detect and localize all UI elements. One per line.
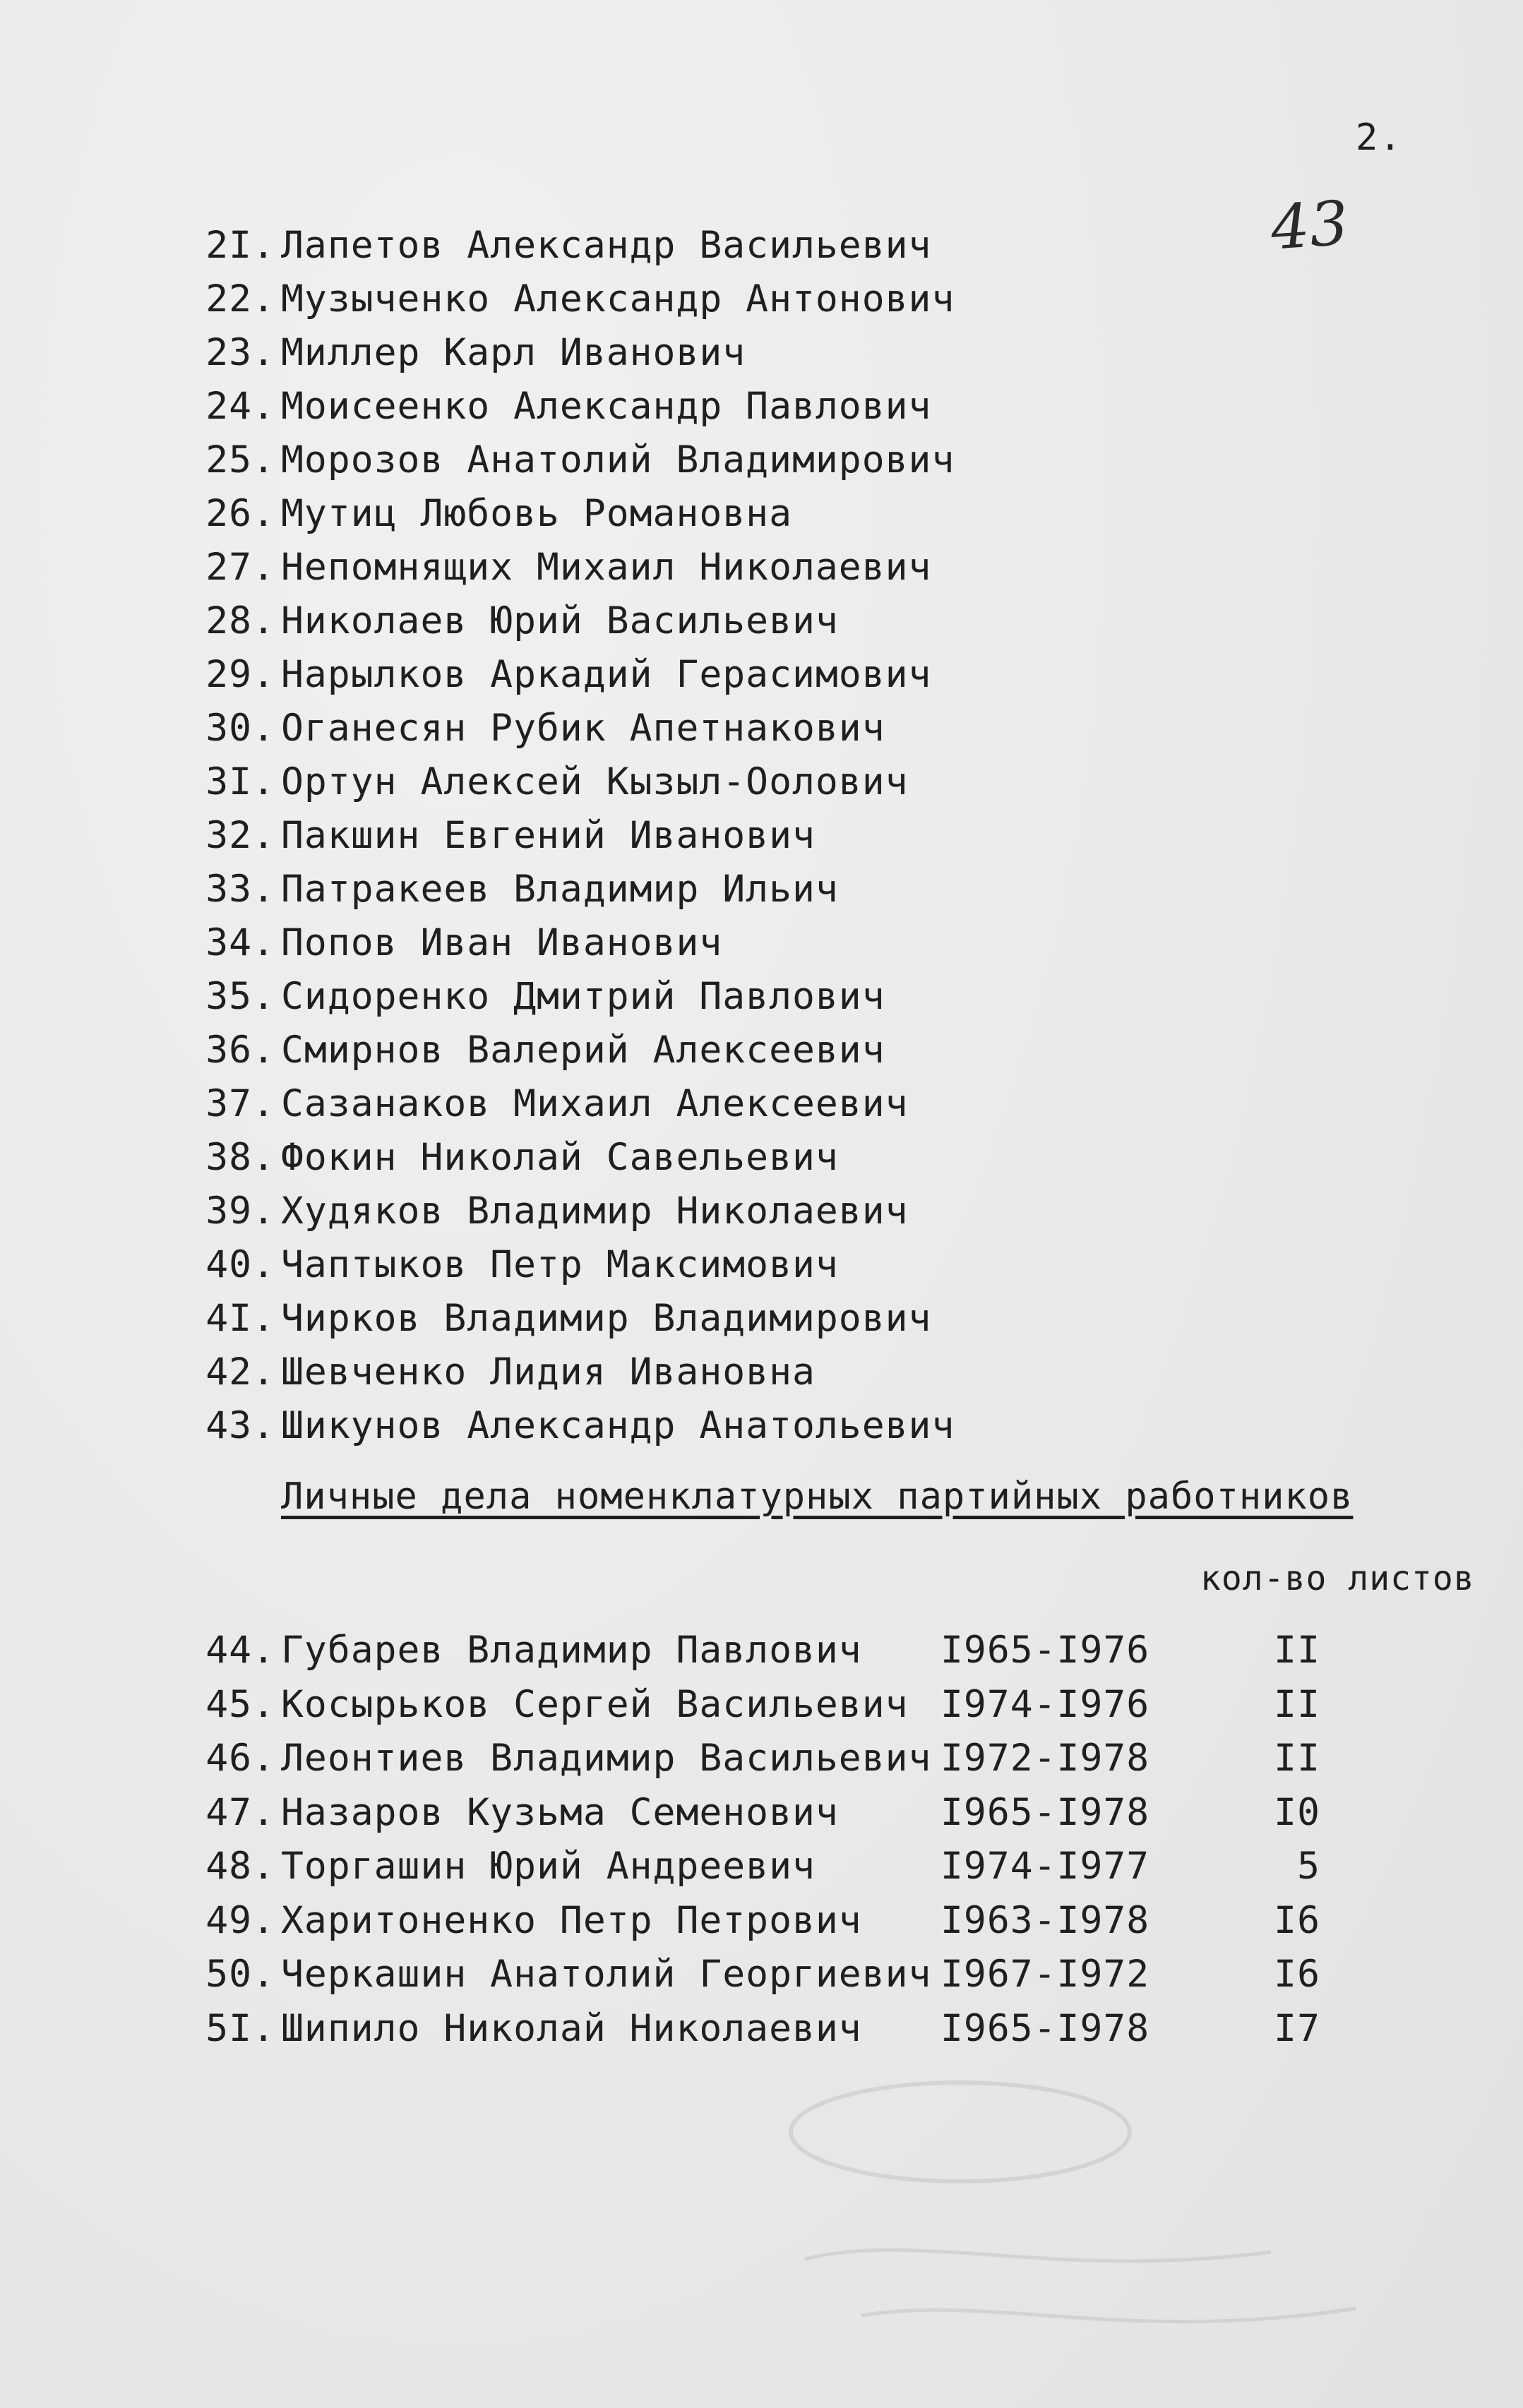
item-number: 36. — [205, 1029, 275, 1072]
faded-signature-stamp — [777, 2047, 1412, 2386]
years-range: I965-I978 — [940, 1790, 1150, 1834]
person-name: Лапетов Александр Васильевич — [281, 224, 932, 267]
item-number: 26. — [205, 492, 275, 535]
person-name: Шикунов Александр Анатольевич — [281, 1404, 955, 1447]
person-name: Ортун Алексей Кызыл-Оолович — [281, 760, 909, 803]
item-number: 25. — [205, 438, 275, 481]
person-name: Морозов Анатолий Владимирович — [281, 438, 955, 481]
person-name: Смирнов Валерий Алексеевич — [281, 1029, 885, 1072]
person-name: Назаров Кузьма Семенович — [281, 1790, 839, 1834]
item-number: 29. — [205, 653, 275, 696]
person-name: Худяков Владимир Николаевич — [281, 1190, 909, 1233]
years-range: I965-I976 — [940, 1629, 1150, 1672]
person-name: Мутиц Любовь Романовна — [281, 492, 792, 535]
years-range: I972-I978 — [940, 1737, 1150, 1780]
section-title: Личные дела номенклатурных партийных работников — [281, 1475, 1354, 1518]
item-number: 47. — [205, 1790, 275, 1834]
item-number: 37. — [205, 1082, 275, 1125]
item-number: 40. — [205, 1243, 275, 1286]
person-name: Чирков Владимир Владимирович — [281, 1297, 932, 1340]
years-range: I967-I972 — [940, 1953, 1150, 1996]
item-number: 49. — [205, 1898, 275, 1942]
person-name: Пакшин Евгений Иванович — [281, 814, 816, 857]
person-name: Черкашин Анатолий Георгиевич — [281, 1953, 932, 1996]
person-name: Попов Иван Иванович — [281, 921, 723, 964]
years-range: I974-I976 — [940, 1682, 1150, 1726]
item-number: 46. — [205, 1737, 275, 1780]
item-number: 38. — [205, 1136, 275, 1179]
item-number: 32. — [205, 814, 275, 857]
sheet-count: 5 — [1297, 1845, 1320, 1888]
item-number: 30. — [205, 707, 275, 750]
item-number: 34. — [205, 921, 275, 964]
item-number: 2I. — [205, 224, 275, 267]
item-number: 28. — [205, 599, 275, 642]
person-name: Шипило Николай Николаевич — [281, 2006, 862, 2050]
item-number: 4I. — [205, 1297, 275, 1340]
years-range: I965-I978 — [940, 2006, 1150, 2050]
item-number: 33. — [205, 868, 275, 911]
item-number: 27. — [205, 546, 275, 589]
person-name: Фокин Николай Савельевич — [281, 1136, 839, 1179]
person-name: Оганесян Рубик Апетнакович — [281, 707, 885, 750]
years-range: I974-I977 — [940, 1845, 1150, 1888]
person-name: Миллер Карл Иванович — [281, 331, 746, 374]
item-number: 3I. — [205, 760, 275, 803]
sheets-column-header: кол-во листов — [1200, 1559, 1475, 1598]
handwritten-folio-number: 43 — [1268, 188, 1351, 264]
sheet-count: II — [1274, 1629, 1320, 1672]
years-range: I963-I978 — [940, 1898, 1150, 1942]
item-number: 43. — [205, 1404, 275, 1447]
person-name: Музыченко Александр Антонович — [281, 277, 955, 321]
sheet-count: I6 — [1274, 1953, 1320, 1996]
sheet-count: I6 — [1274, 1898, 1320, 1942]
item-number: 35. — [205, 975, 275, 1018]
page-number: 2. — [1356, 116, 1403, 159]
sheet-count: II — [1274, 1737, 1320, 1780]
person-name: Харитоненко Петр Петрович — [281, 1898, 862, 1942]
item-number: 42. — [205, 1350, 275, 1394]
person-name: Торгашин Юрий Андреевич — [281, 1845, 816, 1888]
person-name: Николаев Юрий Васильевич — [281, 599, 839, 642]
item-number: 24. — [205, 385, 275, 428]
item-number: 23. — [205, 331, 275, 374]
item-number: 50. — [205, 1953, 275, 1996]
item-number: 45. — [205, 1682, 275, 1726]
person-name: Сазанаков Михаил Алексеевич — [281, 1082, 909, 1125]
person-name: Патракеев Владимир Ильич — [281, 868, 839, 911]
person-name: Непомнящих Михаил Николаевич — [281, 546, 932, 589]
person-name: Нарылков Аркадий Герасимович — [281, 653, 932, 696]
person-name: Шевченко Лидия Ивановна — [281, 1350, 816, 1394]
item-number: 39. — [205, 1190, 275, 1233]
person-name: Губарев Владимир Павлович — [281, 1629, 862, 1672]
person-name: Моисеенко Александр Павлович — [281, 385, 932, 428]
person-name: Сидоренко Дмитрий Павлович — [281, 975, 885, 1018]
person-name: Косырьков Сергей Васильевич — [281, 1682, 909, 1726]
item-number: 44. — [205, 1629, 275, 1672]
item-number: 48. — [205, 1845, 275, 1888]
sheet-count: I7 — [1274, 2006, 1320, 2050]
item-number: 5I. — [205, 2006, 275, 2050]
sheet-count: II — [1274, 1682, 1320, 1726]
sheet-count: I0 — [1274, 1790, 1320, 1834]
person-name: Леонтиев Владимир Васильевич — [281, 1737, 932, 1780]
person-name: Чаптыков Петр Максимович — [281, 1243, 839, 1286]
item-number: 22. — [205, 277, 275, 321]
